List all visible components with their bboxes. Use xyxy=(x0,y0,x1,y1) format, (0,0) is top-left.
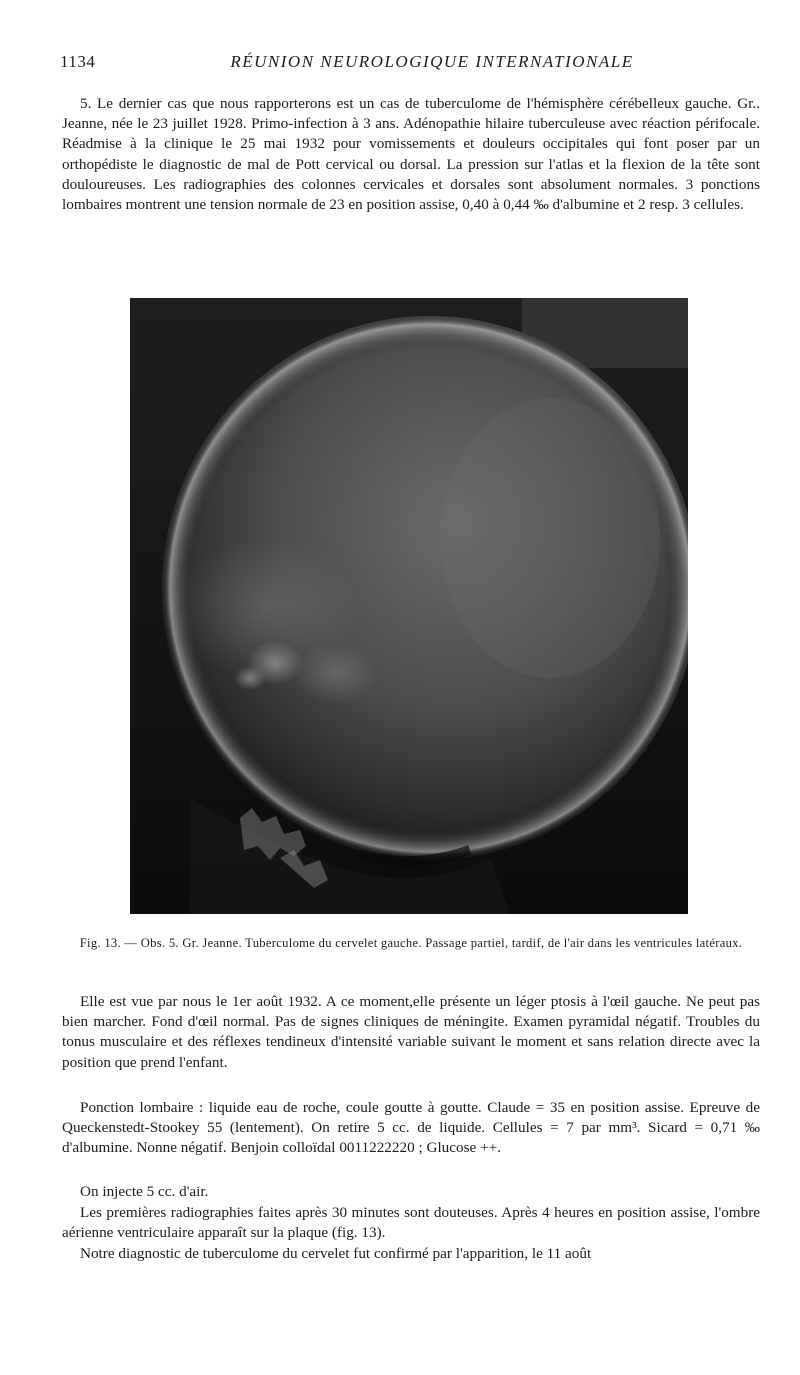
paragraph-radiographs: Les premières radiographies faites après 30 minutes sont douteuses. Après 4 heures en position assise, l'ombre aérienne ventriculaire apparaît sur la plaque (fig. 13). xyxy=(62,1204,760,1242)
paragraph-case-intro: 5. Le dernier cas que nous rapporterons est un cas de tuberculome de l'hémisphère cérébelleux gauche. Gr.. Jeanne, née le 23 juillet 1928. Primo-infection à 3 ans. Adénopathie hilaire tuberculeuse avec réaction périfocale. Réadmise à la clinique le 25 mai 1932 pour vomissements et douleurs occipitales qui font poser par un orthopédiste le diagnostic de mal de Pott cervical ou dorsal. La pression sur l'atlas et la flexion de la tête sont douloureuses. Les radiographies des colonnes cervicales et dorsales sont absolument normales. 3 ponctions lombaires montrent une tension normale de 23 en position assise, 0,40 à 0,44 ‰ d'albumine et 2 resp. 3 cellules. xyxy=(62,95,760,214)
page-header xyxy=(60,52,764,78)
paragraph-examination: Elle est vue par nous le 1er août 1932. A ce moment,elle présente un léger ptosis à l'œil gauche. Ne peut pas bien marcher. Fond d'œil normal. Pas de signes cliniques de méningite. Examen pyramidal négatif. Troubles du tonus musculaire et des réflexes tendineux d'intensité variable suivant le moment et sans relation directe avec la position que prend l'enfant. xyxy=(62,993,760,1071)
figure-caption: Fig. 13. — Obs. 5. Gr. Jeanne. Tuberculome du cervelet gauche. Passage partiel, tardif, de l'air dans les ventricules latéraux. xyxy=(79,936,743,950)
page-number: 1134 xyxy=(60,52,96,71)
paragraph-diagnosis: Notre diagnostic de tuberculome du cervelet fut confirmé par l'apparition, le 11 août xyxy=(80,1245,592,1262)
skull-radiograph-figure xyxy=(130,298,688,914)
radiograph-image xyxy=(130,298,688,914)
paragraph-air-injection: On injecte 5 cc. d'air. xyxy=(80,1183,209,1200)
running-title: RÉUNION NEUROLOGIQUE INTERNATIONALE xyxy=(230,52,634,71)
paragraph-lumbar-puncture: Ponction lombaire : liquide eau de roche, coule goutte à goutte. Claude = 35 en position assise. Epreuve de Queckenstedt-Stookey 55 (lentement). On retire 5 cc. de liquide. Cellules = 7 par mm³. Sicard = 0,71 ‰ d'albumine. Nonne négatif. Benjoin colloïdal 0011222220 ; Glucose ++. xyxy=(62,1099,760,1157)
